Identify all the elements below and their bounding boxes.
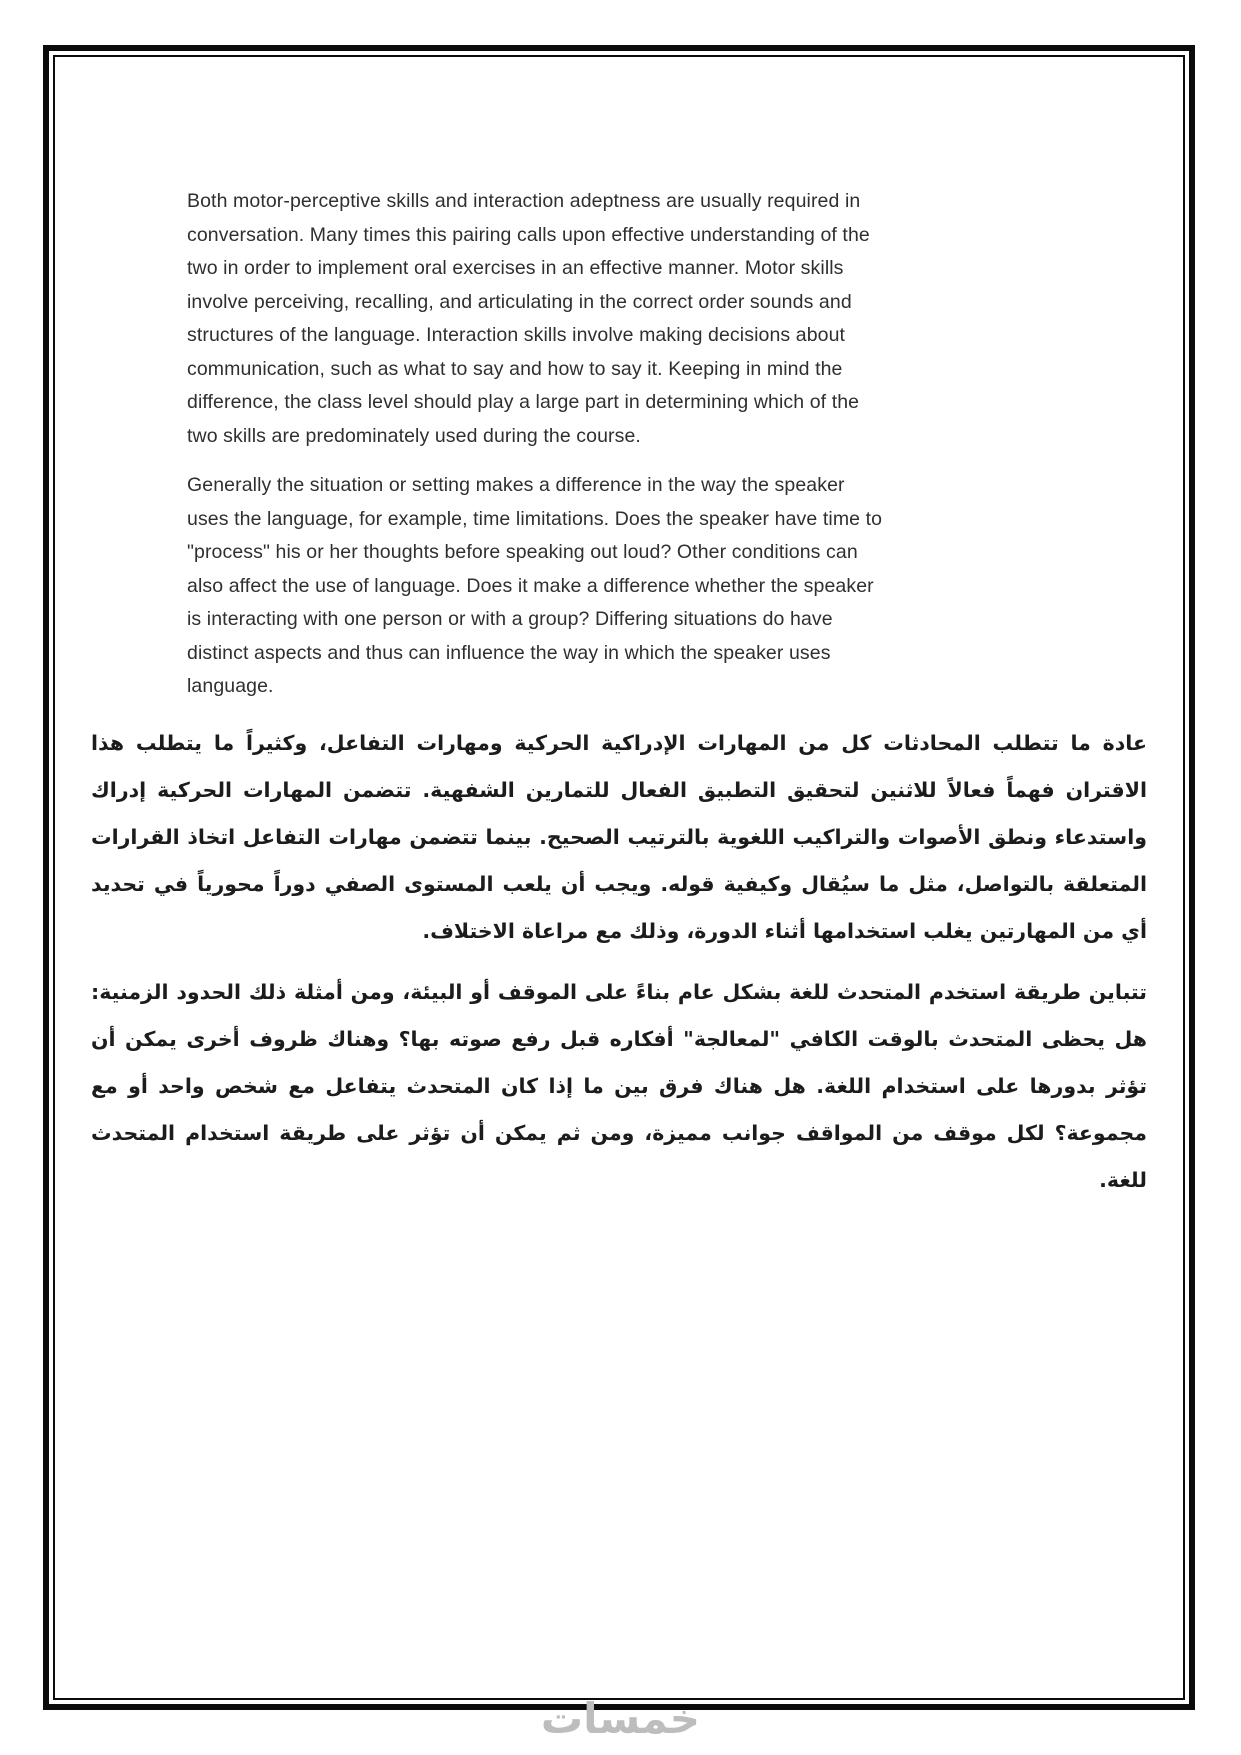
english-paragraph-1: Both motor-perceptive skills and interaction adeptness are usually required in conversation. Many times this pairing calls upon effective understanding of the two in order to implement oral exercises in an effective manner. Motor skills involve perceiving, recalling, and articulating in the correct order sounds and structures of the language. Interaction skills involve making decisions about communication, such as what to say and how to say it. Keeping in mind the difference, the class level should play a large part in determining which of the two skills are predominately used during the course. — [187, 190, 870, 447]
arabic-paragraph-1: عادة ما تتطلب المحادثات كل من المهارات الإدراكية الحركية ومهارات التفاعل، وكثيراً ما يتطلب هذا الاقتران فهماً فعالاً للاثنين لتحقيق التطبيق الفعال للتمارين الشفهية. تتضمن المهارات الحركية إدراك واستدعاء ونطق الأصوات والتراكيب اللغوية بالترتيب الصحيح. بينما تتضمن مهارات التفاعل اتخاذ القرارات المتعلقة بالتواصل، مثل ما سيُقال وكيفية قوله. ويجب أن يلعب المستوى الصفي دوراً محورياً في تحديد أي من المهارتين يغلب استخدامها أثناء الدورة، وذلك مع مراعاة الاختلاف. — [91, 730, 1147, 943]
watermark-logo: خمسات — [540, 1694, 701, 1743]
document-page-inner-border — [53, 55, 1185, 1700]
document-page-border — [43, 45, 1195, 1710]
arabic-paragraph-2: تتباين طريقة استخدم المتحدث للغة بشكل عام بناءً على الموقف أو البيئة، ومن أمثلة ذلك الحدود الزمنية: هل يحظى المتحدث بالوقت الكافي "لمعالجة" أفكاره قبل رفع صوته بها؟ وهناك ظروف أخرى يمكن أن تؤثر بدورها على استخدام اللغة. هل هناك فرق بين ما إذا كان المتحدث يتفاعل مع شخص واحد أو مع مجموعة؟ لكل موقف من المواقف جوانب مميزة، ومن ثم يمكن أن تؤثر على طريقة استخدام المتحدث للغة. — [91, 979, 1147, 1192]
document-content — [55, 57, 1183, 1698]
english-paragraph-2: Generally the situation or setting makes a difference in the way the speaker uses the language, for example, time limitations. Does the speaker have time to "process" his or her thoughts before speaking out loud? Other conditions can also affect the use of language. Does it make a difference whether the speaker is interacting with one person or with a group? Differing situations do have distinct aspects and thus can influence the way in which the speaker uses language. — [187, 474, 883, 697]
